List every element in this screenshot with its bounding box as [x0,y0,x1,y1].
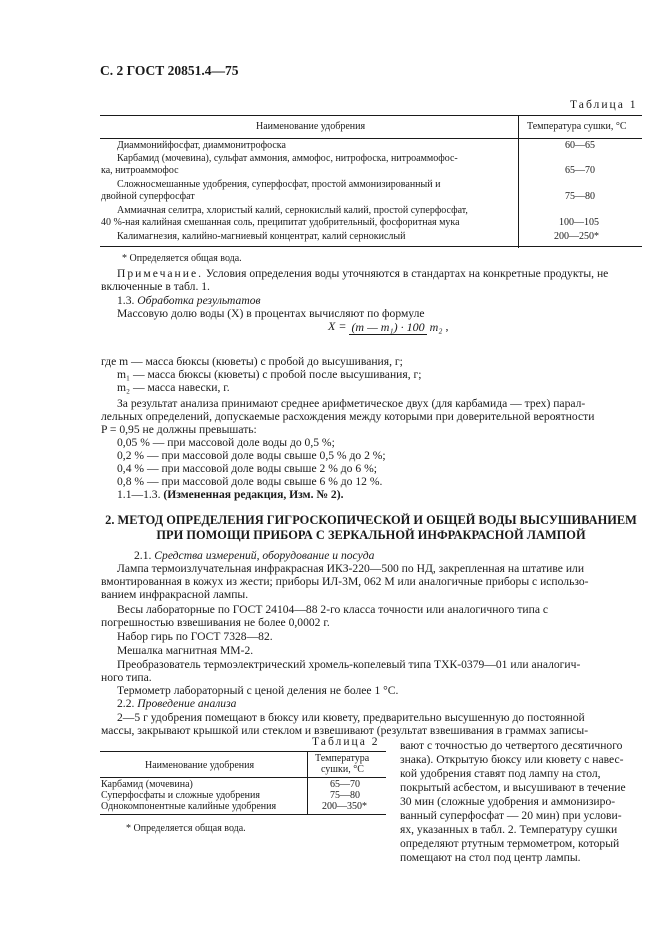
equipment-line-5: погрешностью взвешивания не более 0,0002 г. [101,616,330,629]
formula-tail: , [445,319,449,333]
equipment-line-6: Набор гирь по ГОСТ 7328—82. [117,630,273,643]
result-line-3: P = 0,95 не должны превышать: [101,423,257,436]
procedure-line-1: 2—5 г удобрения помещают в бюксу или кювету, предварительно высушенную до постоянной [117,711,585,724]
table2-col-temp-header-line1: Температура [315,753,370,764]
section-2-title-line2: ПРИ ПОМОЩИ ПРИБОРА С ЗЕРКАЛЬНОЙ ИНФРАКРАСНОЙ ЛАМПОЙ [156,528,586,542]
equipment-line-4: Весы лабораторные по ГОСТ 24104—88 2-го класса точности или аналогичного типа с [117,603,549,616]
table1-head-rule [100,138,642,139]
limit-2: 0,2 % — при массовой доле воды свыше 0,5 % до 2 %; [117,449,386,462]
table1-col-name-header: Наименование удобрения [256,121,366,132]
limit-4: 0,8 % — при массовой доле воды свыше 6 % до 12 %. [117,475,383,488]
revision-note [117,488,343,501]
procedure-right-6: ванный суперфосфат — 20 мин) при услови- [400,809,622,822]
section-2-2-title: Проведение анализа [137,697,237,710]
definition-m2: m₂ — масса навески, г. [117,381,230,394]
equipment-line-2: вмонтированная в кожух из жести; приборы ИЛ-3М, 062 М или аналогичные приборы с использо- [101,575,589,588]
definition-m: где m — масса бюксы (кюветы) с пробой до высушивания, г; [101,355,403,368]
table2-row-1-temp: 65—70 [330,779,360,790]
formula-denominator: m₂ [429,319,443,334]
table2-row-3-temp: 200—350* [322,801,367,812]
equipment-line-1: Лампа термоизлучательная инфракрасная ИКЗ-220—500 по НД, закрепленная на штативе или [117,562,585,575]
table2-col-divider [307,751,308,814]
table2-top-rule [100,751,386,752]
revision-text: (Измененная редакция, Изм. № 2). [163,488,344,501]
table1-row-3-name-line1: Сложносмешанные удобрения, суперфосфат, простой аммонизированный и [117,179,441,190]
definition-m1: m₁ — масса бюксы (кюветы) с пробой после высушивания, г; [117,368,422,381]
table1-row-1-name: Диаммонийфосфат, диаммонитрофоска [117,140,286,151]
procedure-right-4: покрытый асбестом, и высушивают в течение [400,781,626,794]
table1-col-temp-header: Температура сушки, °С [527,121,627,132]
table1-row-5-name: Калимагнезия, калийно-магниевый концентрат, калий сернокислый [117,231,406,242]
table1-row-4-name-line1: Аммиачная селитра, хлористый калий, сернокислый калий, простой суперфосфат, [117,205,468,216]
limit-3: 0,4 % — при массовой доле воды свыше 2 % до 6 %; [117,462,377,475]
section-2-2-heading [117,697,236,710]
equipment-line-3: ванием инфракрасной лампы. [101,588,249,601]
table1-row-3-temp: 75—80 [565,191,595,202]
table1-row-4-name-line2: 40 %-ная калийная смешанная соль, преципитат удобрительный, фосфоритная мука [101,217,460,228]
table2-footnote: * Определяется общая вода. [126,823,246,834]
section-1-3-title: Обработка результатов [137,294,261,307]
section-1-3-number: 1.3. [117,294,135,307]
table1-footnote: * Определяется общая вода. [122,253,242,264]
table2-head-rule [100,777,386,778]
section-2-1-heading [134,549,374,562]
table2-col-temp-header-line2: сушки, °С [321,764,364,775]
table2-row-3-name: Однокомпонентные калийные удобрения [101,801,277,812]
procedure-line-2: массы, закрывают крышкой или стеклом и взвешивают (результат взвешивания в граммах записы- [101,724,589,737]
table1-row-2-name-line1: Карбамид (мочевина), сульфат аммония, аммофос, нитрофоска, нитроаммофос- [117,153,458,164]
table2-caption: Таблица 2 [312,735,380,748]
equipment-line-8: Преобразователь термоэлектрический хромель-копелевый типа ТХК-0379—01 или аналогич- [117,658,581,671]
equipment-line-7: Мешалка магнитная ММ-2. [117,644,254,657]
table2-col-name-header: Наименование удобрения [145,760,255,771]
equipment-line-9: ного типа. [101,671,152,684]
formula [328,320,448,334]
section-1-3-heading [117,294,261,307]
procedure-right-8: определяют ртутным термометром, который [400,837,620,850]
note-line2: включенные в табл. 1. [101,280,210,293]
table1-caption: Таблица 1 [570,98,638,111]
procedure-right-3: кой удобрения ставят под лампу на стол, [400,767,601,780]
revision-prefix: 1.1—1.3. [117,488,164,501]
limit-1: 0,05 % — при массовой доле воды до 0,5 %; [117,436,335,449]
formula-fraction [349,321,442,334]
section-2-1-number: 2.1. [134,549,152,562]
note-line1: Условия определения воды уточняются в стандартах на конкретные продукты, не [203,267,609,280]
table1-note [117,267,608,280]
page-header: С. 2 ГОСТ 20851.4—75 [100,63,239,78]
table1-row-3-name-line2: двойной суперфосфат [101,191,195,202]
table1-row-5-temp: 200—250* [554,231,599,242]
table1-row-2-name-line2: ка, нитроаммофос [101,165,179,176]
formula-numerator: (m — m₁) · 100 [351,319,425,334]
procedure-right-7: ях, указанных в табл. 2. Температуру сушки [400,823,618,836]
table2-bottom-rule [100,814,386,815]
note-label: Примечание. [117,267,203,280]
table2-row-2-name: Суперфосфаты и сложные удобрения [101,790,260,801]
procedure-right-1: вают с точностью до четвертого десятичного [400,739,623,752]
procedure-right-5: 30 мин (сложные удобрения и аммонизиро- [400,795,616,808]
table1-row-1-temp: 60—65 [565,140,595,151]
table1-top-rule [100,115,642,116]
procedure-right-9: помещают на стол под центр лампы. [400,851,581,864]
formula-intro: Массовую долю воды (X) в процентах вычисляют по формуле [117,307,425,320]
section-2-2-number: 2.2. [117,697,135,710]
table1-col-divider [518,115,519,248]
table1-row-4-temp: 100—105 [559,217,599,228]
table1-bottom-rule [100,246,642,247]
result-line-1: За результат анализа принимают среднее арифметическое двух (для карбамида — трех) парал- [117,397,586,410]
procedure-right-2: знака). Открытую бюксу или кювету с навес- [400,753,624,766]
table2-row-2-temp: 75—80 [330,790,360,801]
formula-lhs: X = [328,319,347,333]
equipment-line-10: Термометр лабораторный с ценой деления не более 1 °С. [117,684,399,697]
section-2-1-title: Средства измерений, оборудование и посуда [154,549,375,562]
table2-row-1-name: Карбамид (мочевина) [101,779,193,790]
section-2-title-line1: 2. МЕТОД ОПРЕДЕЛЕНИЯ ГИГРОСКОПИЧЕСКОЙ И ОБЩЕЙ ВОДЫ ВЫСУШИВАНИЕМ [105,513,637,527]
result-line-2: лельных определений, допускаемые расхождения между которыми при доверительной вероятности [101,410,595,423]
table1-row-2-temp: 65—70 [565,165,595,176]
